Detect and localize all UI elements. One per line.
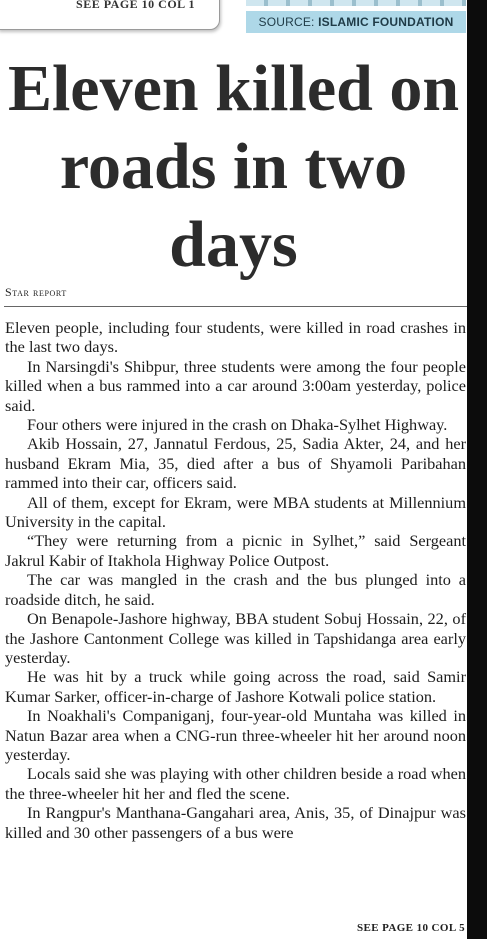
paragraph: On Benapole-Jashore highway, BBA student Sobuj Hossain, 22, of the Jashore Cantonment College was killed in Tapshidanga area early yesterday.	[5, 609, 466, 667]
previous-story-box	[0, 0, 220, 30]
paragraph: “They were returning from a picnic in Sylhet,” said Sergeant Jakrul Kabir of Itakhola Highway Police Outpost.	[5, 531, 466, 570]
byline: Star report	[5, 285, 67, 299]
paragraph: Eleven people, including four students, were killed in road crashes in the last two days.	[5, 318, 466, 357]
page-edge-bar	[467, 0, 487, 939]
paragraph: In Narsingdi's Shibpur, three students were among the four people killed when a bus rammed into a car around 3:00am yesterday, police said.	[5, 356, 466, 415]
source-name: ISLAMIC FOUNDATION	[318, 15, 454, 29]
paragraph: In Rangpur's Manthana-Gangahari area, Anis, 35, of Dinajpur was killed and 30 other passengers of a bus were	[5, 803, 466, 842]
byline-rule	[4, 306, 467, 307]
paragraph: He was hit by a truck while going across the road, said Samir Kumar Sarker, officer-in-charge of Jashore Kotwali police station.	[5, 667, 466, 706]
paragraph: Akib Hossain, 27, Jannatul Ferdous, 25, Sadia Akter, 24, and her husband Ekram Mia, 35, died after a bus of Shyamoli Paribahan rammed into their car, officers said.	[5, 434, 466, 493]
previous-jump-line: SEE PAGE 10 COL 1	[76, 0, 195, 11]
article-body	[5, 318, 466, 842]
paragraph: Locals said she was playing with other children beside a road when the three-wheeler hit her and fled the scene.	[5, 764, 467, 803]
paragraph: All of them, except for Ekram, were MBA students at Millennium University in the capital.	[5, 492, 466, 532]
source-table-edge	[246, 0, 466, 6]
source-prefix: SOURCE:	[258, 15, 319, 29]
source-bar	[246, 11, 466, 33]
headline: Eleven killed on roads in two days	[7, 52, 460, 281]
continued-jump-line: SEE PAGE 10 COL 5	[356, 922, 465, 934]
paragraph: In Noakhali's Companiganj, four-year-old Muntaha was killed in Natun Bazar area when a CNG-run three-wheeler hit her around noon yesterday.	[5, 706, 466, 764]
paragraph: The car was mangled in the crash and the bus plunged into a roadside ditch, he said.	[5, 570, 466, 609]
paragraph: Four others were injured in the crash on Dhaka-Sylhet Highway.	[27, 415, 448, 435]
